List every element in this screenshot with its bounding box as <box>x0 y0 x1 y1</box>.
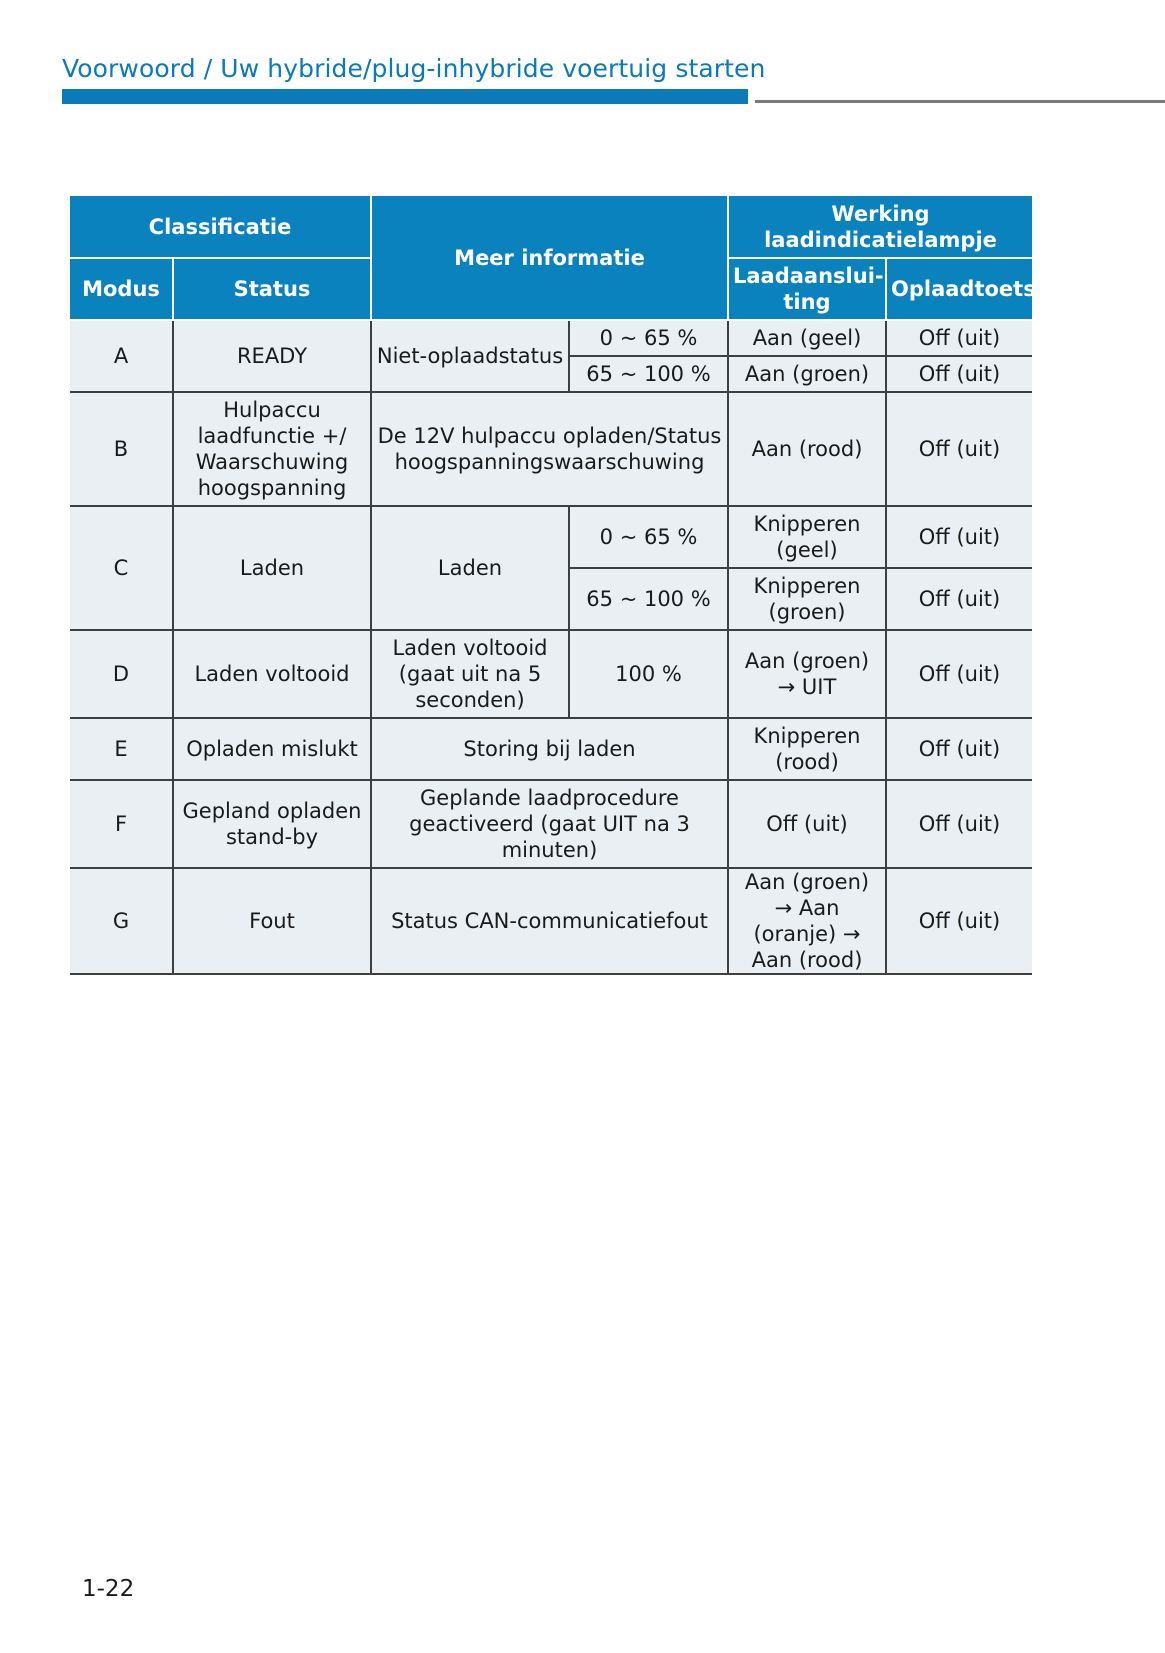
cell-range: 0 ~ 65 % <box>569 506 728 568</box>
cell-oplaadtoets: Off (uit) <box>886 780 1032 868</box>
table-row <box>70 780 1032 868</box>
header-laadaansluiting: Laadaanslui-ting <box>728 258 886 320</box>
cell-range: 65 ~ 100 % <box>569 568 728 630</box>
cell-laadaansluiting: Aan (groen) → UIT <box>728 630 886 718</box>
cell-status: Laden <box>173 506 371 630</box>
cell-laadaansluiting: Knipperen (groen) <box>728 568 886 630</box>
cell-oplaadtoets: Off (uit) <box>886 568 1032 630</box>
cell-laadaansluiting: Aan (rood) <box>728 392 886 506</box>
cell-modus: C <box>70 506 173 630</box>
cell-info: Geplande laadprocedure geactiveerd (gaat UIT na 3 minuten) <box>371 780 728 868</box>
cell-info: De 12V hulpaccu opladen/Status hoogspanningswaarschuwing <box>371 392 728 506</box>
table-row <box>70 392 1032 506</box>
cell-oplaadtoets: Off (uit) <box>886 320 1032 356</box>
charging-indicator-table <box>70 196 1036 975</box>
cell-info: Laden <box>371 506 569 630</box>
cell-modus: B <box>70 392 173 506</box>
cell-status: Opladen mislukt <box>173 718 371 780</box>
cell-status: Gepland opladen stand-by <box>173 780 371 868</box>
cell-oplaadtoets: Off (uit) <box>886 356 1032 392</box>
cell-status: Fout <box>173 868 371 974</box>
cell-modus: D <box>70 630 173 718</box>
cell-status: Laden voltooid <box>173 630 371 718</box>
page-number: 1-22 <box>82 1576 135 1602</box>
table-row <box>70 320 1032 356</box>
table-row <box>70 718 1032 780</box>
cell-oplaadtoets: Off (uit) <box>886 718 1032 780</box>
cell-status: Hulpaccu laadfunctie +/ Waarschuwing hoogspanning <box>173 392 371 506</box>
header-classificatie: Classificatie <box>70 196 371 258</box>
cell-laadaansluiting: Aan (geel) <box>728 320 886 356</box>
table-row <box>70 868 1032 974</box>
cell-range: 65 ~ 100 % <box>569 356 728 392</box>
section-title: Voorwoord / Uw hybride/plug-inhybride voertuig starten <box>62 54 766 83</box>
cell-oplaadtoets: Off (uit) <box>886 630 1032 718</box>
cell-laadaansluiting: Aan (groen) → Aan (oranje) → Aan (rood) <box>728 868 886 974</box>
header-werking: Werking laadindicatielampje <box>728 196 1032 258</box>
cell-laadaansluiting: Knipperen (rood) <box>728 718 886 780</box>
header-modus: Modus <box>70 258 173 320</box>
cell-laadaansluiting: Knipperen (geel) <box>728 506 886 568</box>
section-rule <box>755 100 1165 103</box>
section-title-bar <box>62 89 748 104</box>
cell-oplaadtoets: Off (uit) <box>886 392 1032 506</box>
cell-status: READY <box>173 320 371 392</box>
cell-modus: E <box>70 718 173 780</box>
cell-info: Storing bij laden <box>371 718 728 780</box>
cell-info: Niet-oplaadstatus <box>371 320 569 392</box>
cell-modus: G <box>70 868 173 974</box>
cell-laadaansluiting: Off (uit) <box>728 780 886 868</box>
cell-oplaadtoets: Off (uit) <box>886 506 1032 568</box>
table-row <box>70 506 1032 568</box>
cell-info: Laden voltooid (gaat uit na 5 seconden) <box>371 630 569 718</box>
cell-modus: F <box>70 780 173 868</box>
cell-modus: A <box>70 320 173 392</box>
header-status: Status <box>173 258 371 320</box>
cell-laadaansluiting: Aan (groen) <box>728 356 886 392</box>
table-row <box>70 630 1032 718</box>
cell-range: 100 % <box>569 630 728 718</box>
cell-range: 0 ~ 65 % <box>569 320 728 356</box>
header-meer-informatie: Meer informatie <box>371 196 728 320</box>
cell-oplaadtoets: Off (uit) <box>886 868 1032 974</box>
header-oplaadtoets: Oplaadtoets <box>886 258 1032 320</box>
cell-info: Status CAN-communicatiefout <box>371 868 728 974</box>
